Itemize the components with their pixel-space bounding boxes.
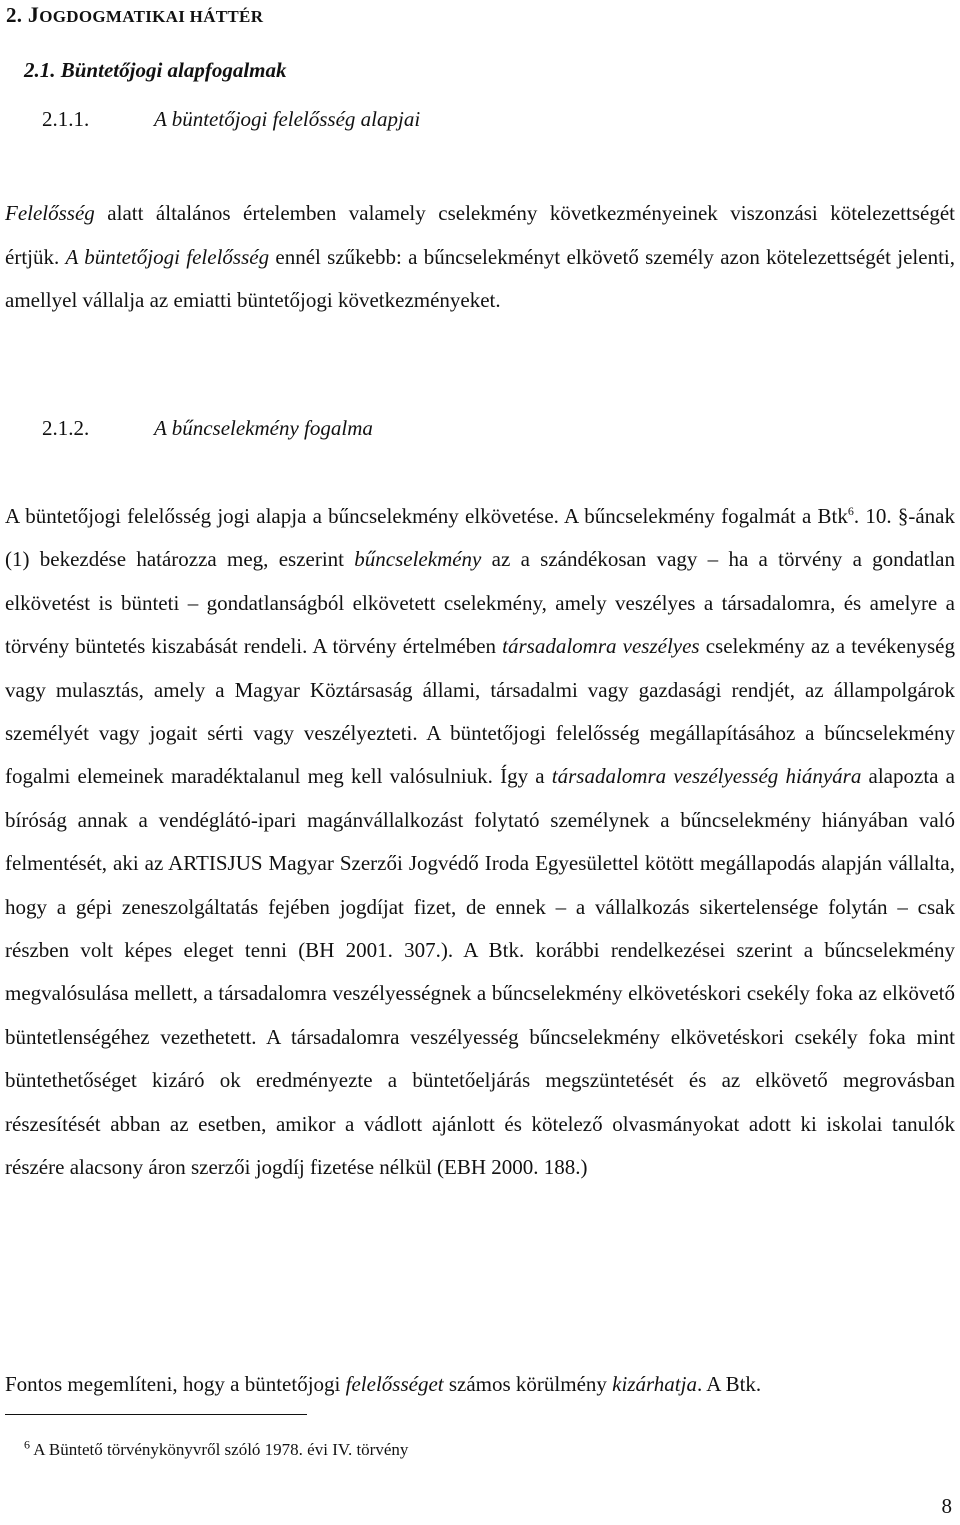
footnote-reference[interactable]: 6 <box>847 504 854 518</box>
footnote-mark: 6 <box>24 1437 30 1452</box>
chapter-title-rest: OGDOGMATIKAI HÁTTÉR <box>39 7 264 26</box>
paragraph-2: A büntetőjogi felelősség jogi alapja a bűncselekmény elkövetése. A bűncselekmény fogalmát a Btk$^6$. 10. §-ának (1) bekezdése határozza meg, eszerint bűncselekmény az a szándékosan vagy – ha a törvény a gondatlan elkövetést is bünteti – gondatlanságból elkövetett cselekmény, amely veszélyes a társadalomra, és amelyre a törvény büntetés kiszabását rendeli. A törvény értelmében társadalomra veszélyes cselekmény az a tevékenység vagy mulasztás, amely a Magyar Köztársaság állami, társadalmi vagy gazdasági rendjét, az állampolgárok személyét vagy jogait sérti vagy veszélyezteti. A büntetőjogi felelősség megállapításához a bűncselekmény fogalmi elemeinek maradéktalanul meg kell valósulniuk. Így a társadalomra veszélyesség hiányára alapozta a bíróság annak a vendéglátó-ipari magánvállalkozást folytató személynek a bűncselekmény hiányában való felmentését, aki az ARTISJUS Magyar Szerzői Jogvédő Iroda Egyesülettel kötött megállapodás alapján vállalta, hogy a gépi zeneszolgáltatás fejében jogdíjat fizet, de ennek – a vállalkozás sikertelensége folytán – csak részben volt képes eleget tenni (BH 2001. 307.). A Btk. korábbi rendelkezései szerint a bűncselekmény megvalósulása mellett, a társadalomra veszélyességnek a bűncselekmény elkövetéskori csekély foka az elkövető büntetlenségéhez vezethetett. A társadalomra veszélyesség bűncselekmény elkövetéskori csekély foka mint büntethetőséget kizáró ok eredményezte a büntetőeljárás megszüntetését és az elkövető megrovásban részesítését abban az esetben, amikor a vádlott ajánlott és kötelező olvasmányokat adott ki iskolai tanulók részére alacsony áron szerzői jogdíj fizetése nélkül (EBH 2000. 188.) <box>5 504 956 1180</box>
term-buntetojogi-felelosseg: A büntetőjogi felelősség <box>65 244 270 269</box>
term-buncselekmeny: bűncselekmény <box>354 547 482 572</box>
chapter-heading <box>6 2 263 28</box>
chapter-number: 2. <box>6 3 23 27</box>
page-number: 8 <box>941 1494 952 1518</box>
footnote-separator <box>5 1414 307 1415</box>
section-title: Büntetőjogi alapfogalmak <box>60 58 287 82</box>
term-tarsadalomra-veszelyes: társadalomra veszélyes <box>502 634 700 659</box>
term-veszelyesseg-hianya: társadalomra veszélyesség hiányára <box>551 764 862 789</box>
subsection-1-number: 2.1.1. <box>42 107 90 131</box>
term-kizarhatja: kizárhatja <box>612 1372 697 1396</box>
footnote <box>24 1437 409 1460</box>
term-felelosseget: felelősséget <box>345 1372 444 1396</box>
section-number: 2.1. <box>24 58 56 82</box>
subsection-2-title: A bűncselekmény fogalma <box>154 416 373 440</box>
footnote-text: A Büntető törvénykönyvről szóló 1978. évi IV. törvény <box>30 1440 409 1459</box>
paragraph-3: Fontos megemlíteni, hogy a büntetőjogi felelősséget számos körülmény kizárhatja. A Btk. <box>5 1372 762 1396</box>
subsection-1-title: A büntetőjogi felelősség alapjai <box>154 107 421 131</box>
paragraph-1: Felelősség alatt általános értelemben valamely cselekmény következményeinek viszonzási kötelezettségét értjük. A büntetőjogi felelősség ennél szűkebb: a bűncselekményt elkövető személy azon kötelezettségét jelenti, amellyel vállalja az emiatti büntetőjogi következményeket. <box>5 201 955 312</box>
subsection-2-number: 2.1.2. <box>42 416 90 440</box>
chapter-title-initial: J <box>27 2 40 27</box>
section-heading <box>24 58 287 83</box>
term-felelosseg: Felelősség <box>5 201 95 225</box>
